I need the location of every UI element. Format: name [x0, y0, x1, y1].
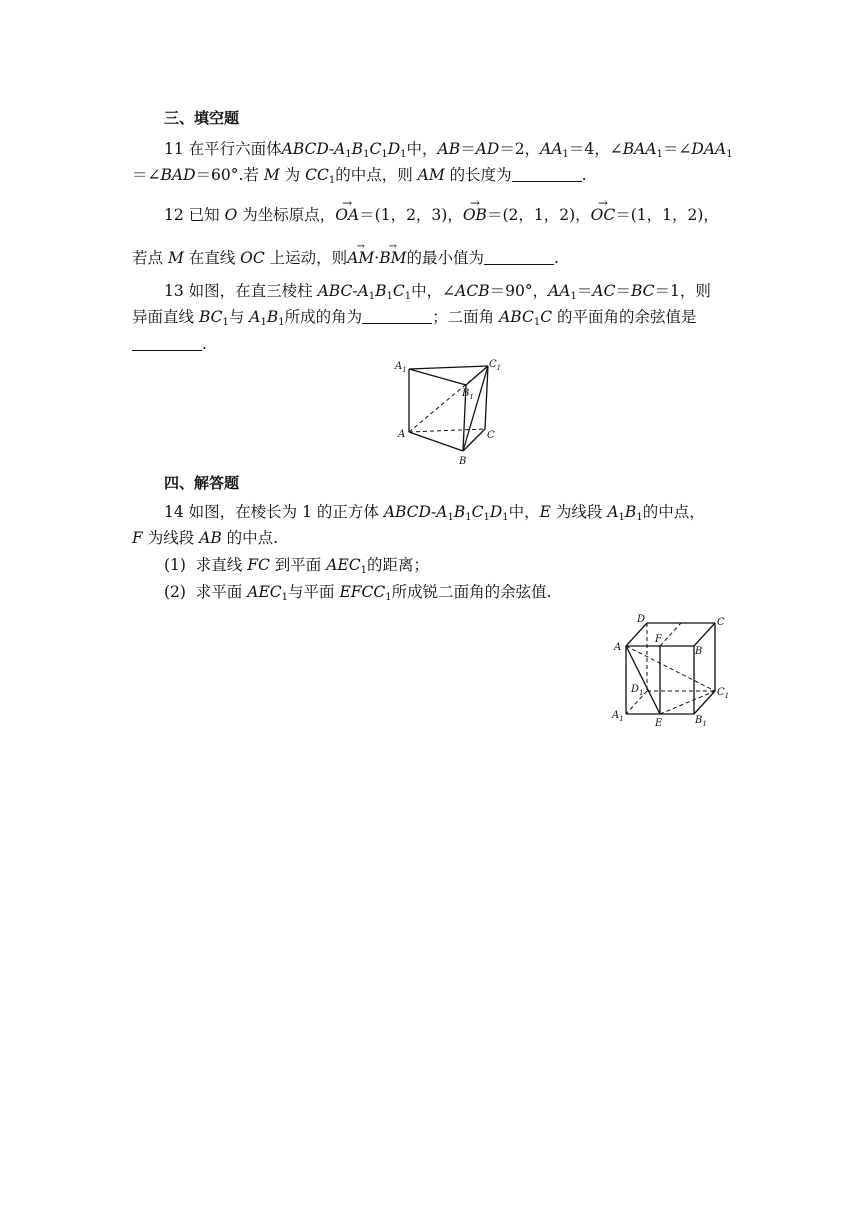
q14-part1: (1) 求直线 FC 到平面 $AEC_1$的距离； [164, 556, 429, 576]
label-D1: $D_1$ [631, 684, 644, 697]
label-C: C [487, 430, 495, 441]
q13-line2: 异面直线 $BC_1$与 $A_1B_1$所成的角为 ；二面角 $ABC_1C$ 的平面角的余弦值是 [132, 308, 697, 328]
q11-number: 11 [164, 140, 184, 158]
label-A: A [614, 642, 622, 653]
label-B1: $B_1$ [695, 715, 707, 728]
label-A1: $A_1$ [395, 361, 407, 374]
label-C1: $C_1$ [717, 687, 730, 700]
prism-figure [393, 355, 505, 467]
label-E: E [655, 718, 663, 729]
q11-line1: 11 在平行六面体ABCD-$A_1B_1C_1D_1$中，AB＝AD＝2，$AA_1=4$，$\angle BAA_1=\angle DAA_1$ [164, 140, 733, 160]
q12-line2: 若点 M 在直线 OC 上运动，则→ AM·→ BM的最小值为 . [132, 248, 559, 268]
q13-line1: 13 如图，在直三棱柱 ABC-$A_1B_1C_1$中，∠ACB＝90°，$AA_1=AC=BC=1$，则 [164, 282, 711, 302]
label-C1: $C_1$ [489, 359, 502, 372]
q14-part2: (2) 求平面 $AEC_1$与平面 $EFCC_1$所成锐二面角的余弦值. [164, 583, 552, 603]
label-D: D [637, 614, 646, 625]
q14-line2: F 为线段 AB 的中点. [132, 529, 279, 547]
answer-blank[interactable] [362, 309, 432, 324]
label-A: A [398, 429, 406, 440]
label-F: F [655, 634, 662, 645]
q11-line2: ＝∠BAD＝60°.若 M 为 $CC_1$的中点，则 AM 的长度为 . [132, 166, 587, 186]
label-B: B [459, 456, 467, 467]
label-B1: $B_1$ [462, 388, 474, 401]
q14-number: 14 [164, 503, 184, 521]
label-C: C [717, 617, 725, 628]
q12-number: 12 [164, 206, 184, 224]
q12-line1: 12 已知 O 为坐标原点，→ OA＝(1，2，3)，→ OB＝(2，1，2)，→ OC＝(1，1，2)， [164, 205, 719, 225]
label-B: B [695, 646, 703, 657]
label-A1: $A_1$ [612, 710, 624, 723]
answer-blank[interactable] [484, 250, 554, 265]
cube-figure [610, 610, 740, 732]
section-title-fill-in: 三、填空题 [164, 109, 240, 127]
q13-number: 13 [164, 282, 184, 300]
q14-line1: 14 如图，在棱长为 1 的正方体 ABCD-$A_1B_1C_1D_1$中，E 为线段 $A_1B_1$的中点， [164, 503, 705, 523]
q13-line3: . [132, 334, 207, 354]
answer-blank[interactable] [132, 336, 202, 351]
answer-blank[interactable] [512, 167, 582, 182]
section-title-answer: 四、解答题 [164, 474, 240, 492]
